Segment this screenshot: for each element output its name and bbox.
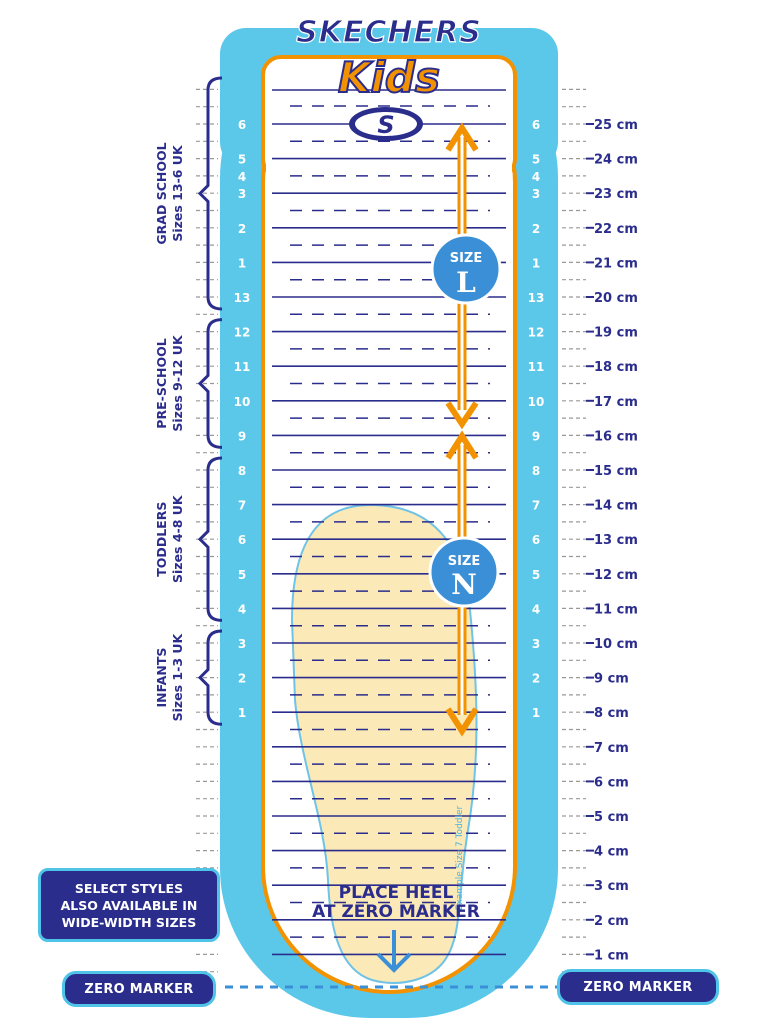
cm-label: 10 cm <box>594 637 638 652</box>
cm-label: 2 cm <box>594 913 629 929</box>
cm-label: 24 cm <box>594 152 638 168</box>
uk-size-right: 1 <box>531 256 541 271</box>
uk-size-left: 4 <box>237 169 247 184</box>
uk-size-left: 1 <box>237 256 247 271</box>
uk-size-right: 3 <box>531 187 541 202</box>
uk-size-right: 2 <box>531 221 541 236</box>
cm-label: 14 cm <box>594 498 638 514</box>
place-heel-line-1: PLACE HEEL <box>338 883 454 903</box>
cm-dashed-ticks <box>562 89 586 971</box>
brand-logo: SKECHERS <box>296 15 482 50</box>
cm-label-column <box>586 118 638 963</box>
cm-label: 12 cm <box>594 567 638 583</box>
uk-size-right: 13 <box>527 291 545 305</box>
uk-size-left: 3 <box>237 187 247 202</box>
cm-label: 16 cm <box>594 429 638 445</box>
uk-size-right: 4 <box>531 602 541 617</box>
cm-label: 4 cm <box>594 844 629 860</box>
age-group-name: INFANTS <box>154 647 169 708</box>
cm-label: 8 cm <box>594 706 629 722</box>
uk-size-left: 10 <box>233 394 251 409</box>
uk-size-right: 11 <box>527 360 545 375</box>
zero-marker-right-label: ZERO MARKER <box>557 969 719 1005</box>
age-group-name: GRAD SCHOOL <box>154 142 169 245</box>
uk-size-right: 4 <box>531 169 541 184</box>
cm-label: 6 cm <box>594 775 629 791</box>
uk-size-left: 2 <box>237 671 247 686</box>
zero-marker-left-label: ZERO MARKER <box>62 971 216 1007</box>
uk-size-left: 1 <box>237 706 247 721</box>
uk-size-right: 2 <box>531 671 541 686</box>
wide-width-note-line-2: ALSO AVAILABLE IN <box>60 897 198 913</box>
size-n-badge-letter: N <box>451 568 477 601</box>
footprint-caption: Example Size 7 Toddler <box>455 805 465 911</box>
age-group-name: TODDLERS <box>154 501 169 577</box>
cm-label: 1 cm <box>594 948 629 964</box>
size-l-badge <box>432 235 500 303</box>
uk-size-right: 6 <box>531 533 541 548</box>
cm-label: 17 cm <box>594 394 638 410</box>
age-group-sizes: Sizes 9-12 UK <box>170 335 185 432</box>
cm-label: 15 cm <box>594 464 638 479</box>
svg-text:S: S <box>377 111 395 139</box>
size-n-badge-word: SIZE <box>447 554 481 569</box>
cm-label: 7 cm <box>594 740 629 756</box>
cm-label: 13 cm <box>594 533 638 549</box>
age-group-name: PRE-SCHOOL <box>154 338 169 429</box>
uk-size-left: 11 <box>233 360 251 375</box>
cm-label: 3 cm <box>594 879 629 895</box>
size-l-badge-letter: L <box>456 266 476 299</box>
wide-width-note-line-1: SELECT STYLES <box>74 880 184 896</box>
cm-label: 19 cm <box>594 325 638 341</box>
size-l-badge-word: SIZE <box>449 251 483 266</box>
uk-size-left: 9 <box>237 429 247 444</box>
uk-size-left: 2 <box>237 221 247 236</box>
uk-size-left: 8 <box>237 464 247 478</box>
uk-size-right: 10 <box>527 394 545 409</box>
cm-label: 9 cm <box>594 671 629 687</box>
uk-size-right: 5 <box>531 567 541 582</box>
uk-size-left: 12 <box>233 325 251 340</box>
uk-size-left: 7 <box>237 498 247 513</box>
uk-size-left: 6 <box>237 118 247 132</box>
uk-size-right: 7 <box>531 498 541 513</box>
cm-label: 5 cm <box>594 810 629 825</box>
cm-label: 11 cm <box>594 602 638 618</box>
age-group-sizes: Sizes 13-6 UK <box>170 145 185 242</box>
wide-width-note <box>38 868 220 942</box>
wide-width-note-line-3: WIDE-WIDTH SIZES <box>61 914 197 930</box>
size-n-badge <box>430 538 498 606</box>
uk-size-left: 3 <box>237 637 247 651</box>
uk-size-right: 12 <box>527 325 545 340</box>
age-group-sizes: Sizes 1-3 UK <box>170 633 185 722</box>
uk-size-right: 3 <box>531 637 541 651</box>
uk-size-right: 6 <box>531 118 541 132</box>
place-heel-line-2: AT ZERO MARKER <box>312 902 480 922</box>
uk-size-left: 4 <box>237 602 247 617</box>
sub-brand-logo: Kids <box>337 53 441 102</box>
s-logo-icon <box>349 107 423 141</box>
cm-label: 22 cm <box>594 221 638 237</box>
cm-label: 21 cm <box>594 256 638 272</box>
age-group-sizes: Sizes 4-8 UK <box>170 495 185 584</box>
uk-size-right: 1 <box>531 706 541 721</box>
uk-size-right: 9 <box>531 429 541 444</box>
cm-label: 23 cm <box>594 187 638 203</box>
uk-size-left: 5 <box>237 567 247 582</box>
uk-size-right: 8 <box>531 464 541 478</box>
cm-label: 20 cm <box>594 291 638 306</box>
cm-label: 25 cm <box>594 118 638 133</box>
cm-label: 18 cm <box>594 360 638 376</box>
uk-size-left: 13 <box>233 291 251 305</box>
uk-size-right: 5 <box>531 152 541 167</box>
uk-size-left: 6 <box>237 533 247 548</box>
uk-size-left: 5 <box>237 152 247 167</box>
